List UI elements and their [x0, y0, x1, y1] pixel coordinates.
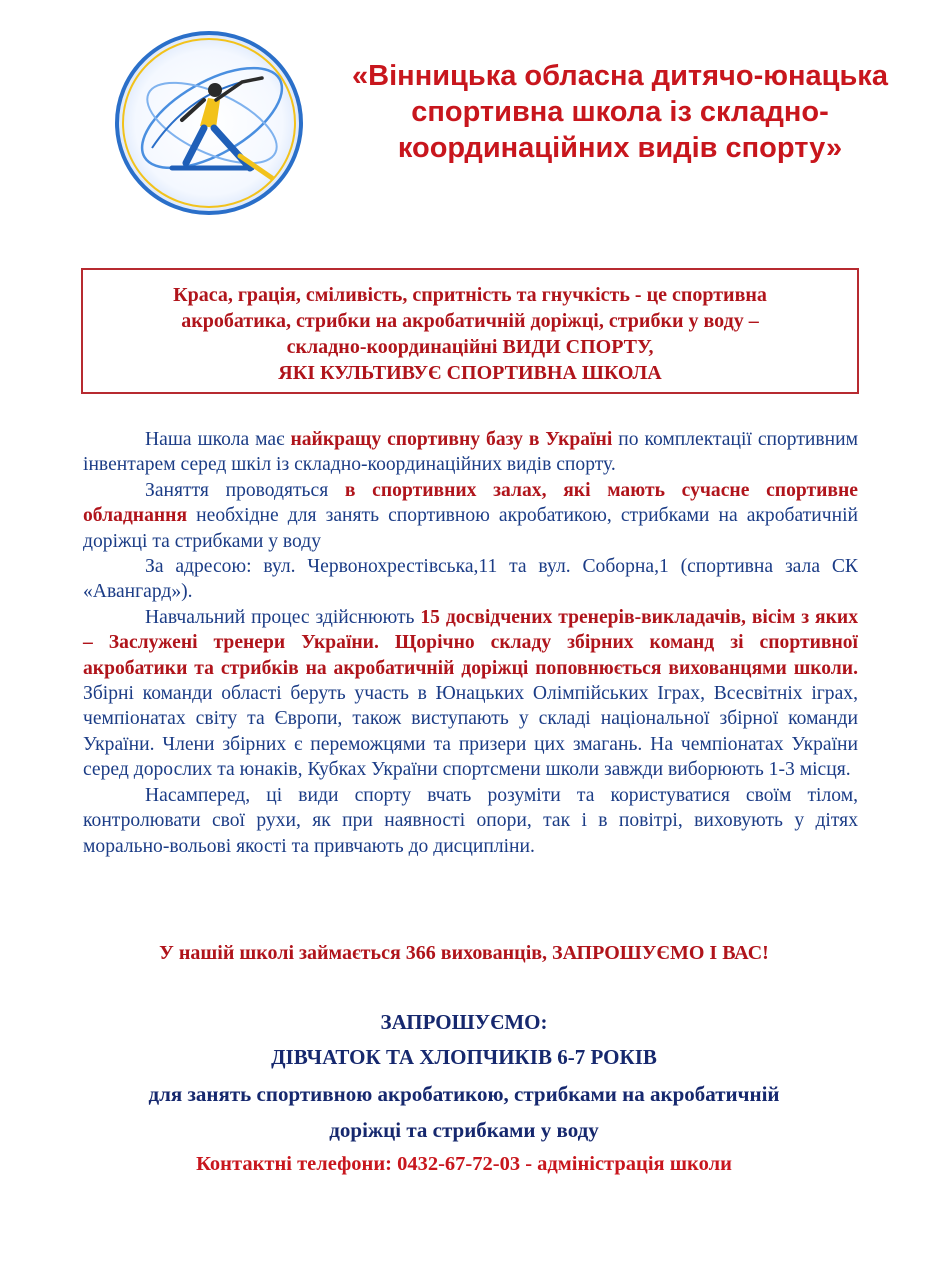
paragraph-base	[83, 427, 858, 478]
invite-heading: ЗАПРОШУЄМО:	[380, 1010, 548, 1034]
paragraph-text: необхідне для занять спортивною акробатикою, стрибками на акробатичній доріжці та стрибками у воду	[83, 505, 858, 552]
paragraph-halls	[83, 478, 858, 554]
slogan-line: ЯКІ КУЛЬТИВУЄ СПОРТИВНА ШКОЛА	[278, 362, 662, 384]
gymnast-orbit-logo-icon	[112, 28, 307, 218]
paragraph-text: Заняття проводяться	[145, 479, 345, 501]
slogan-line: складно-координаційні ВИДИ СПОРТУ,	[286, 336, 654, 358]
paragraph-emphasis: найкращу спортивну базу в Україні	[290, 429, 613, 450]
paragraph-benefits: Насамперед, ці види спорту вчать розуміти та користуватися своїм тілом, контролювати свої рухи, як при наявності опори, так і в повітрі, виховують у дітях морально-вольові якості та привчають до дисципліни.	[83, 784, 858, 857]
slogan-line: акробатика, стрибки на акробатичній доріжці, стрибки у воду –	[181, 310, 759, 332]
invite-audience: ДІВЧАТОК ТА ХЛОПЧИКІВ 6-7 РОКІВ	[271, 1045, 657, 1069]
slogan-line: Краса, грація, сміливість, спритність та гнучкість - це спортивна	[173, 284, 767, 306]
contact-phones: Контактні телефони: 0432-67-72-03 - адміністрація школи	[196, 1153, 732, 1175]
paragraph-text: Наша школа має	[145, 429, 291, 450]
paragraph-emphasis: в спортивних залах, які мають сучасне спортивне обладнання	[83, 479, 858, 527]
description	[83, 427, 858, 859]
slogan-box	[81, 268, 859, 394]
paragraph-emphasis: 15 досвідчених тренерів-викладачів, вісім з яких – Заслужені тренери України. Щорічно складу збірних команд зі спортивної акробатики та стрибків на акробатичній доріжці поповнюється вихованцями школи.	[83, 606, 858, 679]
paragraph-text: по комплектації спортивним інвентарем серед шкіл із складно-координаційних видів спорту.	[83, 429, 859, 476]
paragraph-text: Навчальний процес здійснюють	[145, 606, 421, 628]
invite-line: для занять спортивною акробатикою, стрибками на акробатичній	[148, 1082, 780, 1106]
students-highlight: У нашій школі займається 366 вихованців, ЗАПРОШУЄМО І ВАС!	[159, 942, 769, 964]
paragraph-coaches	[83, 605, 858, 783]
paragraph-text: Збірні команди області беруть участь в Юнацьких Олімпійських Іграх, Всесвітніх іграх, чемпіонатах світу та Європи, також виступають у складі національної збірної команди України. Члени збірних є переможцями та призери цих змагань. На чемпіонатах України серед дорослих та юнаків, Кубках України спортсмени школи завжди виборюють 1-3 місця.	[83, 683, 858, 781]
invite-line: доріжці та стрибками у воду	[329, 1118, 599, 1142]
page-title: «Вінницька обласна дитячо-юнацька спортивна школа із складно-координаційних видів спорту»	[352, 60, 888, 164]
paragraph-address: За адресою: вул. Червонохрестівська,11 та вул. Соборна,1 (спортивна зала СК «Авангард»).	[83, 556, 858, 603]
